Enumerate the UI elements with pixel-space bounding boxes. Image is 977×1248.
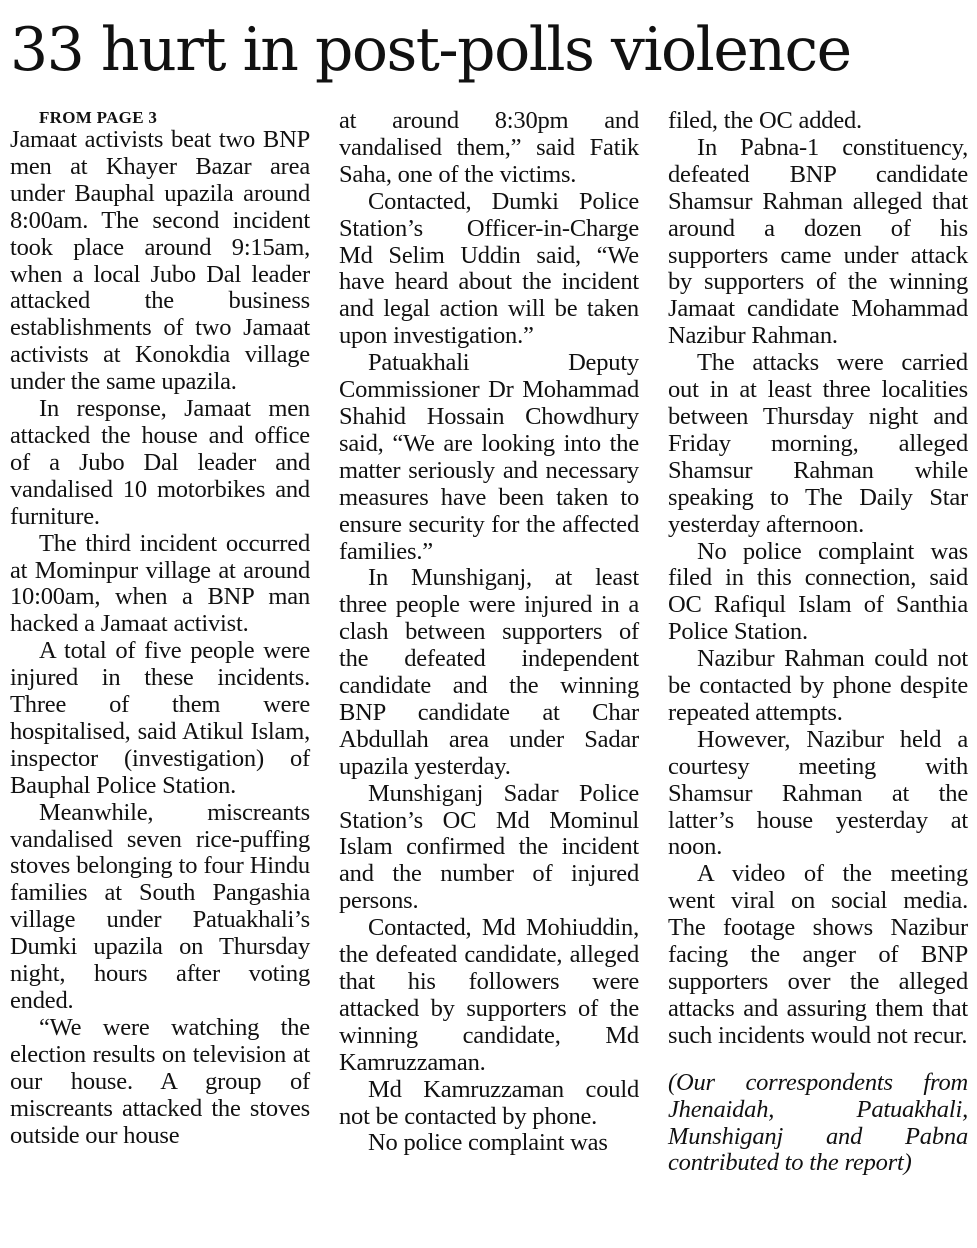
article-column-1 [10,108,310,1149]
paragraph: The third incident occurred at Mominpur village at around 10:00am, when a BNP man hacked a Jamaat activist. [10,529,310,638]
paragraph: at around 8:30pm and vandalised them,” said Fatik Saha, one of the victims. [339,107,639,188]
paragraph: Md Kamruzzaman could not be contacted by phone. [339,1075,639,1130]
paragraph: No police complaint was [368,1129,608,1157]
paragraph: Contacted, Md Mohiuddin, the defeated candidate, alleged that his followers were attacked by supporters of the winning candidate, Md Kamruzzaman. [339,914,639,1076]
paragraph: Jamaat activists beat two BNP men at Khayer Bazar area under Bauphal upazila around 8:00am. The second incident took place around 9:15am, when a local Jubo Dal leader attacked the business establishments of two Jamaat activists at Konokdia village under the same upazila. [10,126,310,396]
paragraph: In response, Jamaat men attacked the house and office of a Jubo Dal leader and vandalised 10 motorbikes and furniture. [10,395,310,530]
correspondents-credit: (Our correspondents from Jhenaidah, Patuakhali, Munshiganj and Pabna contributed to the report) [668,1068,968,1177]
paragraph: In Munshiganj, at least three people were injured in a clash between supporters of the defeated independent candidate and the winning BNP candidate at Char Abdullah area under Sadar upazila yesterday. [339,564,639,780]
paragraph: A total of five people were injured in these incidents. Three of them were hospitalised, said Atikul Islam, inspector (investigation) of Bauphal Police Station. [10,637,310,799]
paragraph: A video of the meeting went viral on social media. The footage shows Nazibur facing the anger of BNP supporters over the alleged attacks and assuring them that such incidents would not recur. [668,860,968,1049]
paragraph: Contacted, Dumki Police Station’s Officer-in-Charge Md Selim Uddin said, “We have heard about the incident and legal action will be taken upon investigation.” [339,187,639,350]
article-column-3 [668,108,968,1177]
paragraph: The attacks were carried out in at least three localities between Thursday night and Friday morning, alleged Shamsur Rahman while speaking to The Daily Star yesterday afternoon. [668,349,968,538]
paragraph: In Pabna-1 constituency, defeated BNP candidate Shamsur Rahman alleged that around a dozen of his supporters came under attack by supporters of the winning Jamaat candidate Mohammad Nazibur Rahman. [668,133,968,350]
headline: 33 hurt in post-polls violence [10,15,851,85]
paragraph: Munshiganj Sadar Police Station’s OC Md Mominul Islam confirmed the incident and the number of injured persons. [339,779,639,915]
article-column-2 [339,108,639,1157]
paragraph: Meanwhile, miscreants vandalised seven rice-puffing stoves belonging to four Hindu families at South Pangashia village under Patuakhali’s Dumki upazila on Thursday night, hours after voting ended. [10,798,310,1014]
paragraph: “We were watching the election results on television at our house. A group of miscreants attacked the stoves outside our house [10,1013,310,1149]
kicker-label: FROM PAGE 3 [39,108,158,127]
paragraph: Nazibur Rahman could not be contacted by phone despite repeated attempts. [668,645,968,726]
paragraph: No police complaint was filed in this connection, said OC Rafiqul Islam of Santhia Police Station. [668,537,968,646]
paragraph: Patuakhali Deputy Commissioner Dr Mohammad Shahid Hossain Chowdhury said, “We are looking into the matter seriously and necessary measures have been taken to ensure security for the affected families.” [339,349,639,565]
paragraph: However, Nazibur held a courtesy meeting with Shamsur Rahman at the latter’s house yesterday at noon. [668,725,968,861]
paragraph: filed, the OC added. [668,107,862,134]
